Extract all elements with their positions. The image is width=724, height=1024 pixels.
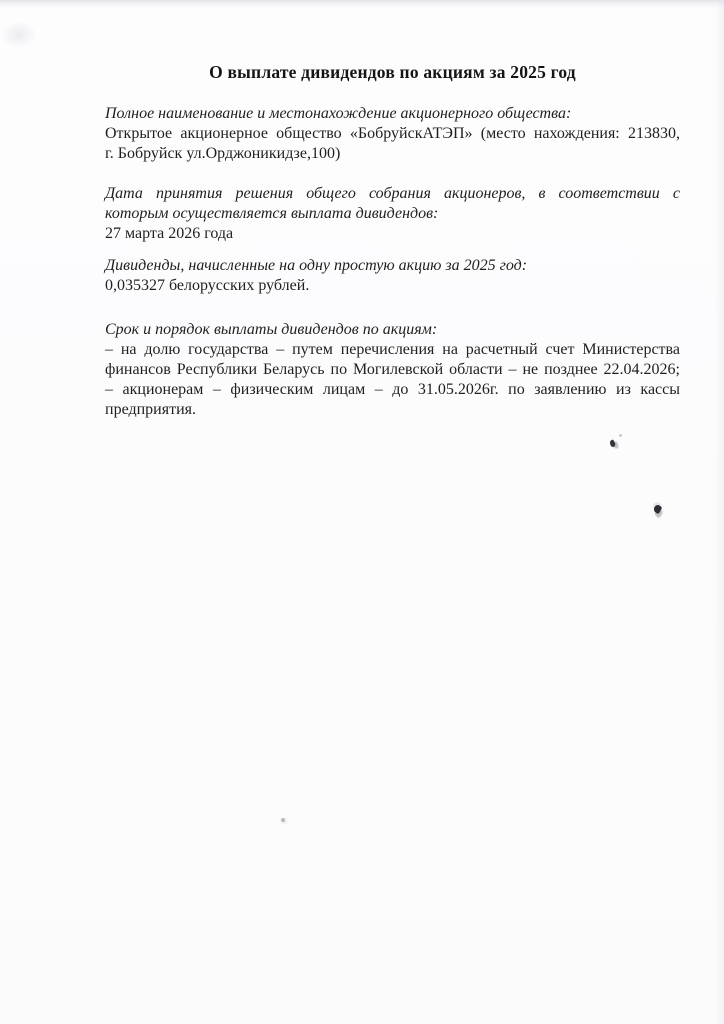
scan-edge-artifact-right [710,0,724,1024]
section-dividend-heading: Дивиденды, начисленные на одну простую акцию за 2025 год: [105,257,528,274]
section-decision-date [105,184,680,244]
section-decision-heading-line: которым осуществляется выплата дивидендов: [105,205,439,222]
document-title: О выплате дивидендов по акциям за 2025 год [209,62,576,82]
section-dividend-value: 0,035327 белорусских рублей. [105,277,310,294]
section-payment-terms-line: финансов Республики Беларусь по Могилевской области – не позднее 22.04.2026; [105,361,680,378]
section-company-line: г. Бобруйск ул.Орджоникидзе,100) [105,145,341,162]
section-company-line: Открытое акционерное общество «БобруйскАТЭП» (место нахождения: 213830, [105,125,680,142]
section-payment-terms-line: – на долю государства – путем перечисления на расчетный счет Министерства [105,341,680,358]
section-company [105,104,680,164]
ink-speck-faint [619,434,622,437]
section-payment-terms-line: предприятия. [105,401,196,418]
section-payment-terms-heading: Срок и порядок выплаты дивидендов по акциям: [105,321,438,338]
ink-speck [609,439,617,448]
section-decision-heading-line: Дата принятия решения общего собрания акционеров, в соответствии с [105,185,680,202]
ink-speck-faint [281,818,285,822]
section-payment-terms [105,320,680,420]
section-dividend-per-share [105,256,680,296]
scan-smudge-top-left [2,22,36,48]
ink-speck [652,504,662,514]
section-decision-date-value: 27 марта 2026 года [105,225,234,242]
section-company-heading: Полное наименование и местонахождение акционерного общества: [105,105,572,122]
section-payment-terms-line: – акционерам – физическим лицам – до 31.05.2026г. по заявлению из кассы [105,381,680,398]
scan-edge-artifact-top [0,0,724,12]
